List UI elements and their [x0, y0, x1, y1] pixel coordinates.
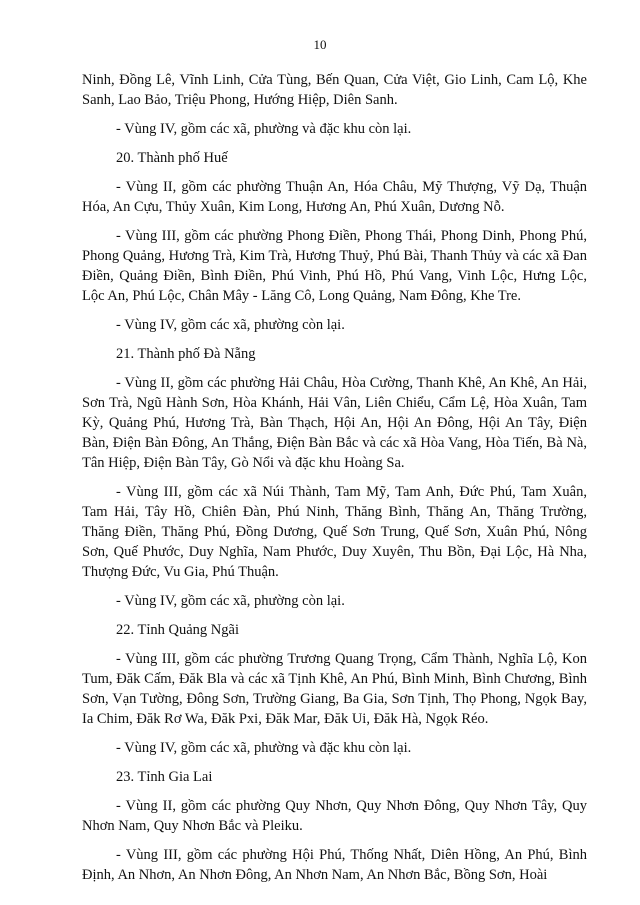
paragraph-continuation: Ninh, Đồng Lê, Vĩnh Linh, Cửa Tùng, Bến Quan, Cửa Việt, Gio Linh, Cam Lộ, Khe Sanh, Lao Bảo, Triệu Phong, Hướng Hiệp, Diên Sanh. — [82, 72, 587, 108]
paragraph-da-nang-region-iii: - Vùng III, gồm các xã Núi Thành, Tam Mỹ, Tam Anh, Đức Phú, Tam Xuân, Tam Hải, Tây Hồ, Chiên Đàn, Phú Ninh, Thăng Bình, Thăng An, Thăng Trường, Thăng Điền, Thăng Phú, Đồng Dương, Quế Sơn Trung, Quế Sơn, Xuân Phú, Nông Sơn, Quế Phước, Duy Nghĩa, Nam Phước, Duy Xuyên, Thu Bồn, Đại Lộc, Hà Nha, Thượng Đức, Vu Gia, Phú Thuận. — [82, 484, 587, 580]
paragraph-hue-region-ii: - Vùng II, gồm các phường Thuận An, Hóa Châu, Mỹ Thượng, Vỹ Dạ, Thuận Hóa, An Cựu, Thủy Xuân, Kim Long, Hương An, Phú Xuân, Dương Nỗ. — [82, 179, 587, 215]
paragraph-hue-region-iii: - Vùng III, gồm các phường Phong Điền, Phong Thái, Phong Dinh, Phong Phú, Phong Quảng, Hương Trà, Kim Trà, Hương Thuỷ, Phú Bài, Thanh Thủy và các xã Đan Điền, Quảng Điền, Bình Điền, Phú Vinh, Phú Hồ, Phú Vang, Vinh Lộc, Hưng Lộc, Lộc An, Phú Lộc, Chân Mây - Lăng Cô, Long Quảng, Nam Đông, Khe Tre. — [82, 228, 587, 304]
paragraph-region-iv: - Vùng IV, gồm các xã, phường và đặc khu còn lại. — [116, 121, 412, 137]
section-heading-gia-lai: 23. Tỉnh Gia Lai — [116, 769, 213, 785]
section-heading-hue: 20. Thành phố Huế — [116, 150, 228, 166]
paragraph-hue-region-iv: - Vùng IV, gồm các xã, phường còn lại. — [116, 317, 345, 333]
section-heading-da-nang: 21. Thành phố Đà Nẵng — [116, 346, 256, 362]
section-heading-quang-ngai: 22. Tỉnh Quảng Ngãi — [116, 622, 239, 638]
paragraph-da-nang-region-iv: - Vùng IV, gồm các xã, phường còn lại. — [116, 593, 345, 609]
paragraph-gia-lai-region-iii: - Vùng III, gồm các phường Hội Phú, Thống Nhất, Diên Hồng, An Phú, Bình Định, An Nhơn, An Nhơn Đông, An Nhơn Nam, An Nhơn Bắc, Bồng Sơn, Hoài — [82, 847, 587, 883]
page-number: 10 — [313, 37, 327, 52]
document-body — [82, 70, 587, 894]
paragraph-quang-ngai-region-iv: - Vùng IV, gồm các xã, phường và đặc khu còn lại. — [116, 740, 412, 756]
paragraph-quang-ngai-region-iii: - Vùng III, gồm các phường Trương Quang Trọng, Cẩm Thành, Nghĩa Lộ, Kon Tum, Đăk Cấm, Đăk Bla và các xã Tịnh Khê, An Phú, Bình Minh, Bình Chương, Bình Sơn, Vạn Tường, Đông Sơn, Trường Giang, Ba Gia, Sơn Tịnh, Thọ Phong, Ngọk Bay, Ia Chim, Đăk Rơ Wa, Đăk Pxi, Đăk Mar, Đăk Ui, Đăk Hà, Ngọk Réo. — [82, 651, 587, 727]
paragraph-gia-lai-region-ii: - Vùng II, gồm các phường Quy Nhơn, Quy Nhơn Đông, Quy Nhơn Tây, Quy Nhơn Nam, Quy Nhơn Bắc và Pleiku. — [82, 798, 587, 834]
paragraph-da-nang-region-ii: - Vùng II, gồm các phường Hải Châu, Hòa Cường, Thanh Khê, An Khê, An Hải, Sơn Trà, Ngũ Hành Sơn, Hòa Khánh, Hải Vân, Liên Chiểu, Cẩm Lệ, Hòa Xuân, Tam Kỳ, Quảng Phú, Hương Trà, Bàn Thạch, Hội An, Hội An Đông, Hội An Tây, Điện Bàn, Điện Bàn Đông, An Thắng, Điện Bàn Bắc và các xã Hòa Vang, Hòa Tiến, Bà Nà, Tân Hiệp, Điện Bàn Tây, Gò Nổi và đặc khu Hoàng Sa. — [82, 375, 587, 471]
